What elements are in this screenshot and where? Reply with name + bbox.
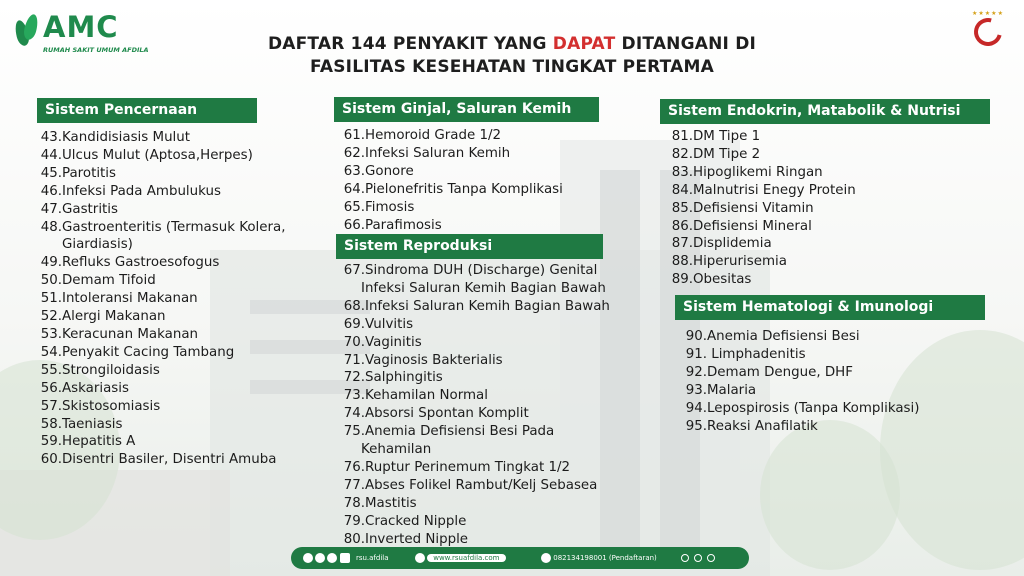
- disease-name: Infeksi Pada Ambulukus: [62, 183, 221, 199]
- disease-number: 87.: [671, 236, 693, 252]
- disease-name: Salphingitis: [365, 370, 443, 386]
- disease-item: [336, 441, 610, 459]
- disease-name: Gonore: [365, 163, 414, 179]
- disease-number: 47.: [40, 201, 62, 217]
- disease-name: Hiperurisemia: [693, 254, 787, 270]
- disease-item: [37, 236, 285, 254]
- disease-number: 79.: [343, 513, 365, 529]
- disease-item: [37, 183, 285, 201]
- disease-item: [680, 364, 919, 382]
- disease-name: Gastritis: [62, 201, 118, 217]
- disease-name: Vulvitis: [365, 316, 414, 332]
- whatsapp-icon: [541, 553, 551, 563]
- disease-number: 58.: [40, 416, 62, 432]
- disease-item: [37, 380, 285, 398]
- disease-number: 82.: [671, 146, 693, 162]
- list-reproduksi: [336, 262, 610, 549]
- page-title-line2: FASILITAS KESEHATAN TINGKAT PERTAMA: [310, 57, 714, 77]
- disease-number: 56.: [40, 380, 62, 396]
- disease-item: [666, 182, 856, 200]
- disease-name: DM Tipe 2: [693, 146, 761, 162]
- disease-number: 59.: [40, 434, 62, 450]
- disease-item: [336, 531, 610, 549]
- list-ginjal: [336, 127, 563, 234]
- disease-number: 71.: [343, 352, 365, 368]
- disease-number: 70.: [343, 334, 365, 350]
- disease-name: Gastroenteritis (Termasuk Kolera,: [62, 219, 286, 235]
- disease-name: Vaginitis: [365, 334, 422, 350]
- social-handle[interactable]: rsu.afdila: [355, 554, 389, 562]
- disease-number: 89.: [671, 272, 693, 288]
- disease-name: Hemoroid Grade 1/2: [365, 128, 502, 143]
- disease-item: [336, 495, 610, 513]
- contact-footer-bar: [291, 547, 749, 569]
- disease-number: 80.: [343, 531, 365, 547]
- globe-icon: [415, 553, 425, 563]
- disease-item: [336, 405, 610, 423]
- disease-name: Limphadenitis: [707, 346, 806, 362]
- disease-name: Vaginosis Bakterialis: [365, 352, 503, 368]
- disease-number: 73.: [343, 388, 365, 404]
- disease-name: Parotitis: [62, 165, 116, 181]
- disease-number: 78.: [343, 495, 365, 511]
- disease-number: 62.: [343, 145, 365, 161]
- disease-name: Malaria: [707, 382, 757, 398]
- facebook-icon[interactable]: [315, 553, 325, 563]
- website-link[interactable]: www.rsuafdila.com: [427, 554, 505, 562]
- disease-number: 90.: [685, 329, 707, 344]
- disease-item: [37, 272, 285, 290]
- disease-item: [37, 219, 285, 237]
- disease-item: [336, 280, 610, 298]
- disease-name: Kehamilan Normal: [365, 388, 488, 404]
- disease-item: [666, 271, 856, 289]
- disease-name: Alergi Makanan: [62, 309, 166, 325]
- disease-number: 81.: [671, 129, 693, 144]
- disease-number: 63.: [343, 163, 365, 179]
- disease-name: Refluks Gastroesofogus: [62, 255, 220, 271]
- disease-number: 64.: [343, 181, 365, 197]
- disease-item: [37, 254, 285, 272]
- disease-item: [666, 235, 856, 253]
- disease-name: Skistosomiasis: [62, 398, 161, 414]
- disease-item: [37, 129, 285, 147]
- disease-name: Parafimosis: [365, 217, 442, 233]
- disease-name: Absorsi Spontan Komplit: [365, 406, 529, 422]
- page-title-line1: DAFTAR 144 PENYAKIT YANG DAPAT DITANGANI DI: [267, 34, 757, 54]
- disease-name: Infeksi Saluran Kemih: [365, 145, 511, 161]
- disease-name: Keracunan Makanan: [62, 326, 199, 342]
- disease-item: [336, 127, 563, 145]
- disease-item: [37, 362, 285, 380]
- disease-item: [336, 181, 563, 199]
- disease-name: Anemia Defisiensi Besi Pada: [365, 424, 555, 440]
- disease-item: [37, 344, 285, 362]
- disease-name: Demam Dengue, DHF: [707, 364, 853, 380]
- disease-name: Displidemia: [693, 236, 772, 252]
- disease-item: [680, 328, 919, 346]
- disease-item: [37, 201, 285, 219]
- disease-name: Inverted Nipple: [365, 531, 469, 547]
- disease-number: 43.: [40, 130, 62, 145]
- disease-item: [336, 316, 610, 334]
- disease-name: Taeniasis: [62, 416, 123, 432]
- disease-item: [336, 369, 610, 387]
- disease-item: [336, 262, 610, 280]
- instagram-icon[interactable]: [340, 553, 350, 563]
- disease-item: [37, 451, 285, 469]
- disease-name: Penyakit Cacing Tambang: [62, 344, 235, 360]
- disease-item: [666, 164, 856, 182]
- disease-item: [336, 477, 610, 495]
- disease-name: Reaksi Anafilatik: [707, 418, 818, 434]
- list-endokrin: [666, 128, 856, 289]
- disease-number: 65.: [343, 199, 365, 215]
- disease-item: [336, 459, 610, 477]
- disease-item: [336, 163, 563, 181]
- disease-item: [336, 513, 610, 531]
- disease-number: 68.: [343, 298, 365, 314]
- disease-item: [336, 145, 563, 163]
- disease-number: 57.: [40, 398, 62, 414]
- section-header-ginjal: Sistem Ginjal, Saluran Kemih: [334, 97, 599, 122]
- disease-name: Giardiasis): [62, 237, 133, 253]
- stars-icon: ★★★★★: [972, 10, 1004, 17]
- disease-name: Ulcus Mulut (Aptosa,Herpes): [62, 147, 253, 163]
- section-header-pencernaan: Sistem Pencernaan: [37, 98, 257, 123]
- disease-number: 77.: [343, 477, 365, 493]
- disease-number: 51.: [40, 291, 62, 307]
- disease-number: 83.: [671, 164, 693, 180]
- disease-number: 75.: [343, 424, 365, 440]
- disease-item: [336, 352, 610, 370]
- disease-item: [336, 199, 563, 217]
- disease-name: Mastitis: [365, 495, 417, 511]
- disease-item: [37, 398, 285, 416]
- disease-number: 50.: [40, 273, 62, 289]
- logo-name: AMC: [43, 10, 119, 44]
- disease-item: [37, 326, 285, 344]
- disease-item: [336, 298, 610, 316]
- disease-name: Demam Tifoid: [62, 273, 156, 289]
- disease-name: Infeksi Saluran Kemih Bagian Bawah: [365, 298, 610, 314]
- disease-item: [680, 400, 919, 418]
- title-highlight: DAPAT: [552, 34, 616, 54]
- disease-item: [37, 416, 285, 434]
- disease-item: [37, 308, 285, 326]
- disease-item: [680, 382, 919, 400]
- list-hematologi: [680, 328, 919, 435]
- disease-number: 52.: [40, 309, 62, 325]
- disease-name: Sindroma DUH (Discharge) Genital: [365, 263, 598, 278]
- disease-number: 95.: [685, 418, 707, 434]
- disease-item: [37, 147, 285, 165]
- tiktok-icon[interactable]: [327, 553, 337, 563]
- disease-number: 46.: [40, 183, 62, 199]
- disease-number: 48.: [40, 219, 62, 235]
- disease-item: [666, 218, 856, 236]
- disease-name: Hepatitis A: [62, 434, 136, 450]
- disease-name: Disentri Basiler, Disentri Amuba: [62, 452, 277, 468]
- disease-name: Ruptur Perinemum Tingkat 1/2: [365, 459, 571, 475]
- disease-number: 54.: [40, 344, 62, 360]
- disease-number: 44.: [40, 147, 62, 163]
- disease-name: Defisiensi Mineral: [693, 218, 812, 234]
- disease-item: [336, 334, 610, 352]
- help-icon[interactable]: [694, 554, 702, 562]
- disease-number: 94.: [685, 400, 707, 416]
- disease-number: 74.: [343, 406, 365, 422]
- disease-number: 86.: [671, 218, 693, 234]
- disease-number: 93.: [685, 382, 707, 398]
- section-header-endokrin: Sistem Endokrin, Matabolik & Nutrisi: [660, 99, 990, 124]
- disease-name: Defisiensi Vitamin: [693, 200, 814, 216]
- disease-item: [336, 217, 563, 235]
- disease-name: Malnutrisi Enegy Protein: [693, 182, 856, 198]
- disease-name: Infeksi Saluran Kemih Bagian Bawah: [361, 280, 606, 296]
- disease-item: [37, 433, 285, 451]
- disease-number: 69.: [343, 316, 365, 332]
- phone-number[interactable]: 082134198001 (Pendaftaran): [553, 554, 657, 562]
- disease-number: 49.: [40, 255, 62, 271]
- section-header-hematologi: Sistem Hematologi & Imunologi: [675, 295, 985, 320]
- disease-item: [680, 346, 919, 364]
- disease-name: Pielonefritis Tanpa Komplikasi: [365, 181, 563, 197]
- disease-number: 66.: [343, 217, 365, 233]
- home-icon[interactable]: [707, 554, 715, 562]
- disease-item: [666, 253, 856, 271]
- disease-item: [37, 290, 285, 308]
- disease-name: Lepospirosis (Tanpa Komplikasi): [707, 400, 920, 416]
- disease-name: Strongiloidasis: [62, 362, 160, 378]
- section-header-reproduksi: Sistem Reproduksi: [336, 234, 603, 259]
- disease-item: [680, 418, 919, 436]
- disease-name: DM Tipe 1: [693, 129, 761, 144]
- disease-number: 92.: [685, 364, 707, 380]
- disease-name: Askariasis: [62, 380, 129, 396]
- list-pencernaan: [37, 129, 285, 469]
- disease-item: [666, 200, 856, 218]
- disease-name: Fimosis: [365, 199, 415, 215]
- location-icon[interactable]: [681, 554, 689, 562]
- disease-number: 76.: [343, 459, 365, 475]
- disease-name: Kandidisiasis Mulut: [62, 130, 191, 145]
- disease-name: Kehamilan: [361, 442, 432, 458]
- disease-number: 72.: [343, 370, 365, 386]
- disease-item: [666, 128, 856, 146]
- disease-name: Abses Folikel Rambut/Kelj Sebasea: [365, 477, 598, 493]
- disease-number: 55.: [40, 362, 62, 378]
- disease-number: 84.: [671, 182, 693, 198]
- disease-name: Intoleransi Makanan: [62, 291, 198, 307]
- disease-number: 67.: [343, 263, 365, 278]
- disease-number: 45.: [40, 165, 62, 181]
- youtube-icon[interactable]: [303, 553, 313, 563]
- disease-number: 91.: [685, 346, 707, 362]
- disease-number: 88.: [671, 254, 693, 270]
- disease-item: [336, 423, 610, 441]
- disease-number: 53.: [40, 326, 62, 342]
- disease-number: 60.: [40, 452, 62, 468]
- disease-name: Obesitas: [693, 272, 752, 288]
- disease-number: 85.: [671, 200, 693, 216]
- logo-tagline: RUMAH SAKIT UMUM AFDILA: [43, 46, 149, 54]
- disease-name: Anemia Defisiensi Besi: [707, 329, 860, 344]
- disease-item: [666, 146, 856, 164]
- disease-name: Hipoglikemi Ringan: [693, 164, 823, 180]
- disease-name: Cracked Nipple: [365, 513, 467, 529]
- disease-item: [37, 165, 285, 183]
- disease-item: [336, 387, 610, 405]
- disease-number: 61.: [343, 128, 365, 143]
